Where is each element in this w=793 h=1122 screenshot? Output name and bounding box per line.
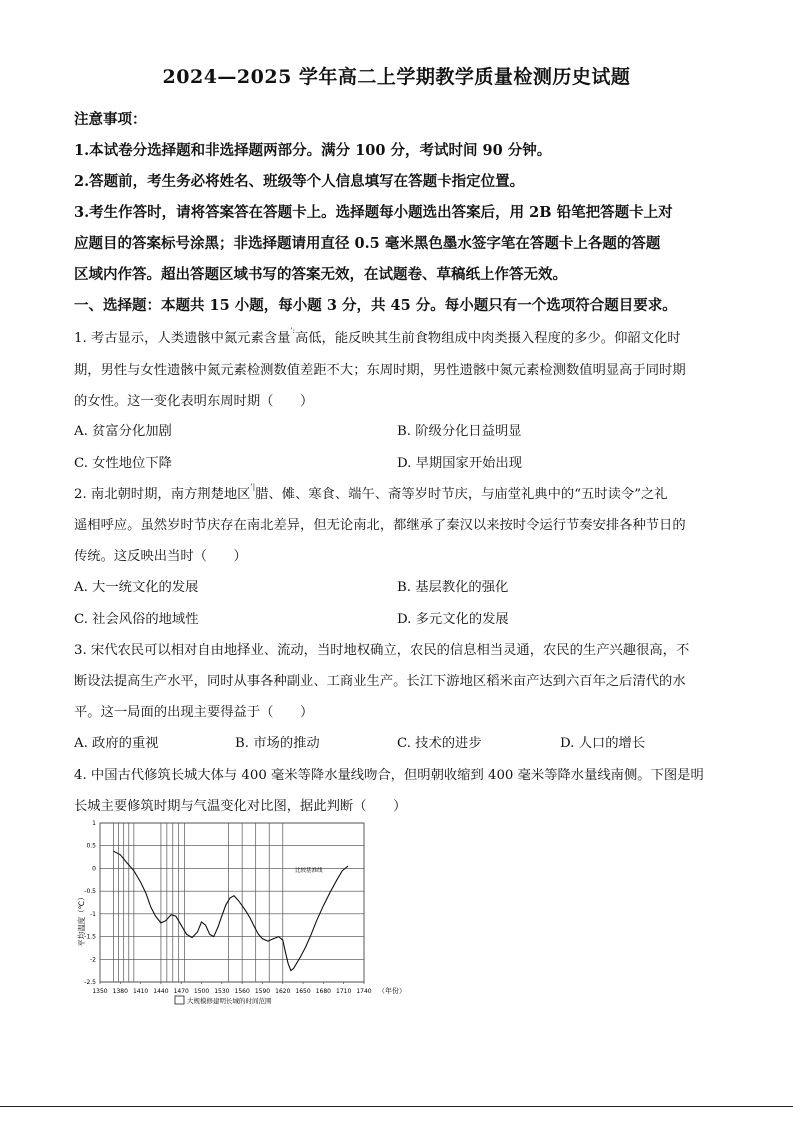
temperature-point (282, 940, 283, 941)
section-heading: 一、选择题：本题共 15 小题，每小题 3 分，共 45 分。每小题只有一个选项符合题目要求。 (74, 297, 677, 314)
q3-stem-line-2: 断设法提高生产水平，同时从事各种副业、工商业生产。长江下游地区稻米亩产达到六百年之后清代的水 (74, 674, 686, 689)
q1-option-c: C. 女性地位下降 (74, 456, 172, 471)
temperature-point (113, 851, 114, 852)
temperature-point (217, 927, 218, 928)
q3-option-b: B. 市场的推动 (235, 736, 320, 751)
footer-rule (0, 1106, 793, 1107)
q3-option-c: C. 技术的进步 (397, 736, 482, 751)
temperature-point (213, 936, 214, 937)
temperature-point (258, 934, 259, 935)
q2-stem-line-1 (74, 483, 668, 502)
x-tick-label: 1650 (295, 988, 311, 995)
y-tick-label: 1 (92, 820, 96, 827)
temperature-point (311, 934, 312, 935)
q3-stem-line-3: 平。这一局面的出现主要得益于（ ） (74, 705, 314, 720)
y-tick-label: -1 (90, 910, 96, 918)
x-tick-label: 1380 (112, 988, 128, 995)
notice-line-1: 1.本试卷分选择题和非选择题两部分。满分 100 分，考试时间 90 分钟。 (74, 142, 552, 159)
x-tick-label: 1710 (336, 988, 352, 995)
q2-stem-line-3: 传统。这反映出当时（ ） (74, 549, 247, 564)
temperature-point (293, 968, 294, 969)
temperature-point (268, 941, 269, 942)
temperature-point (262, 938, 263, 939)
quote-mark-icon: ’| (250, 483, 256, 491)
x-tick-label: 1530 (214, 988, 230, 995)
q1-stem-line-2: 期，男性与女性遗骸中氮元素检测数值差距不大；东周时期，男性遗骸中氮元素检测数值明显高于同时期 (74, 363, 686, 378)
notice-line-3b: 应题目的答案标号涂黑；非选择题请用直径 0.5 毫米黑色墨水签字笔在答题卡上各题的答题 (74, 235, 661, 252)
y-tick-label: -0.5 (84, 888, 96, 896)
notice-line-3a: 3.考生作答时，请将答案答在答题卡上。选择题每小题选出答案后，用 2B 铅笔把答题卡上对 (74, 204, 673, 221)
q1-option-a: A. 贫富分化加剧 (74, 424, 172, 439)
q3-option-d: D. 人口的增长 (560, 736, 646, 751)
temperature-point (296, 963, 297, 964)
notice-line-3c: 区域内作答。超出答题区域书写的答案无效，在试题卷、草稿纸上作答无效。 (74, 266, 567, 283)
temperature-point (201, 922, 202, 923)
q1-option-d: D. 早期国家开始出现 (397, 456, 523, 471)
temperature-point (127, 863, 128, 864)
y-tick-label: 0.5 (86, 842, 96, 850)
temperature-chart (72, 815, 412, 1015)
temperature-point (146, 893, 147, 894)
q1-stem-1b: 高低，能反映其生前食物组成中肉类摄入程度的多少。仰韶文化时 (294, 331, 681, 346)
notice-line-2: 2.答题前，考生务必将姓名、班级等个人信息填写在答题卡指定位置。 (74, 173, 525, 190)
temperature-point (155, 916, 156, 917)
x-tick-label: 1590 (254, 988, 271, 995)
q2-option-a: A. 大一统文化的发展 (74, 580, 199, 595)
temperature-point (192, 937, 193, 938)
temperature-point (288, 963, 289, 964)
y-axis-label: 平均温度（℃） (77, 893, 86, 947)
x-tick-label: 1560 (234, 988, 250, 995)
y-tick-label: -2.5 (84, 979, 96, 986)
series-label: 比较基准线 (295, 868, 323, 874)
temperature-point (140, 882, 141, 883)
temperature-point (285, 952, 286, 953)
temperature-point (347, 866, 348, 867)
x-tick-label: 1350 (92, 988, 108, 995)
paper-title: 2024—2025 学年高二上学期教学质量检测历史试题 (162, 66, 631, 88)
temperature-point (254, 926, 255, 927)
q4-stem-line-2: 长城主要修筑时期与气温变化对比图，据此判断（ ） (74, 799, 407, 814)
temperature-point (230, 898, 231, 899)
x-tick-label: 1470 (173, 988, 189, 995)
legend-swatch (175, 996, 184, 1004)
legend-label: 大规模修建明长城的时间范围 (187, 997, 272, 1005)
q2-option-b: B. 基层教化的强化 (397, 580, 509, 595)
x-tick-label: 1440 (153, 988, 169, 995)
temperature-point (300, 957, 301, 958)
temperature-point (323, 905, 324, 906)
temperature-point (278, 936, 279, 937)
q1-stem-line-3: 的女性。这一变化表明东周时期（ ） (74, 394, 314, 409)
q2-stem-line-2: 遥相呼应。虽然岁时节庆存在南北差异，但无论南北，都继承了秦汉以来按时令运行节奏安排各种节日的 (74, 518, 686, 533)
temperature-point (205, 925, 206, 926)
y-tick-label: -2 (90, 956, 96, 964)
q3-stem-line-1: 3. 宋代农民可以相对自由地择业、流动，当时地权确立，农民的信息相当灵通，农民的生产兴趣很高，不 (74, 643, 690, 658)
temperature-point (221, 916, 222, 917)
temperature-point (246, 911, 247, 912)
temperature-point (291, 970, 292, 971)
q1-stem-1a: 1. 考古显示，人类遗骸中氮元素含量 (74, 331, 291, 346)
temperature-point (197, 932, 198, 933)
temperature-point (209, 934, 210, 935)
temperature-point (316, 920, 317, 921)
temperature-point (120, 854, 121, 855)
temperature-point (242, 905, 243, 906)
y-tick-label: 0 (92, 865, 96, 873)
temperature-point (161, 923, 162, 924)
q4-stem-line-1: 4. 中国古代修筑长城大体与 400 毫米等降水量线吻合，但明朝收缩到 400 毫米等降水量线南侧。下图是明 (74, 768, 704, 783)
q2-option-c: C. 社会风俗的地域性 (74, 612, 199, 627)
x-tick-label: 1410 (132, 988, 149, 995)
temperature-point (234, 895, 235, 896)
temperature-point (342, 870, 343, 871)
y-tick-label: -1.5 (84, 933, 96, 941)
x-tick-label: 1680 (315, 988, 332, 995)
temperature-point (238, 900, 239, 901)
q2-stem-1a: 2. 南北朝时期，南方荆楚地区 (74, 487, 251, 502)
temperature-point (133, 870, 134, 871)
temperature-point (175, 916, 176, 917)
x-tick-label: 1500 (193, 988, 210, 995)
temperature-point (186, 934, 187, 935)
temperature-point (273, 938, 274, 939)
quote-mark-icon: ’: (290, 327, 295, 335)
temperature-point (250, 918, 251, 919)
x-axis-label: （年份） (378, 987, 406, 995)
q3-option-a: A. 政府的重视 (74, 736, 159, 751)
x-tick-label: 1740 (356, 988, 372, 995)
temperature-point (181, 925, 182, 926)
x-tick-label: 1620 (275, 988, 291, 995)
q1-stem-line-1 (74, 327, 681, 346)
temperature-point (165, 920, 166, 921)
temperature-point (171, 914, 172, 915)
temperature-point (226, 904, 227, 905)
q2-stem-1b: 腊、傩、寒食、端午、斋等岁时节庆，与庙堂礼典中的“五时读令”之礼 (255, 487, 668, 502)
temperature-point (305, 946, 306, 947)
q2-option-d: D. 多元文化的发展 (397, 612, 509, 627)
temperature-point (150, 907, 151, 908)
q1-option-b: B. 阶级分化日益明显 (397, 424, 522, 439)
notice-heading: 注意事项： (74, 111, 147, 128)
temperature-point (330, 892, 331, 893)
temperature-point (337, 879, 338, 880)
